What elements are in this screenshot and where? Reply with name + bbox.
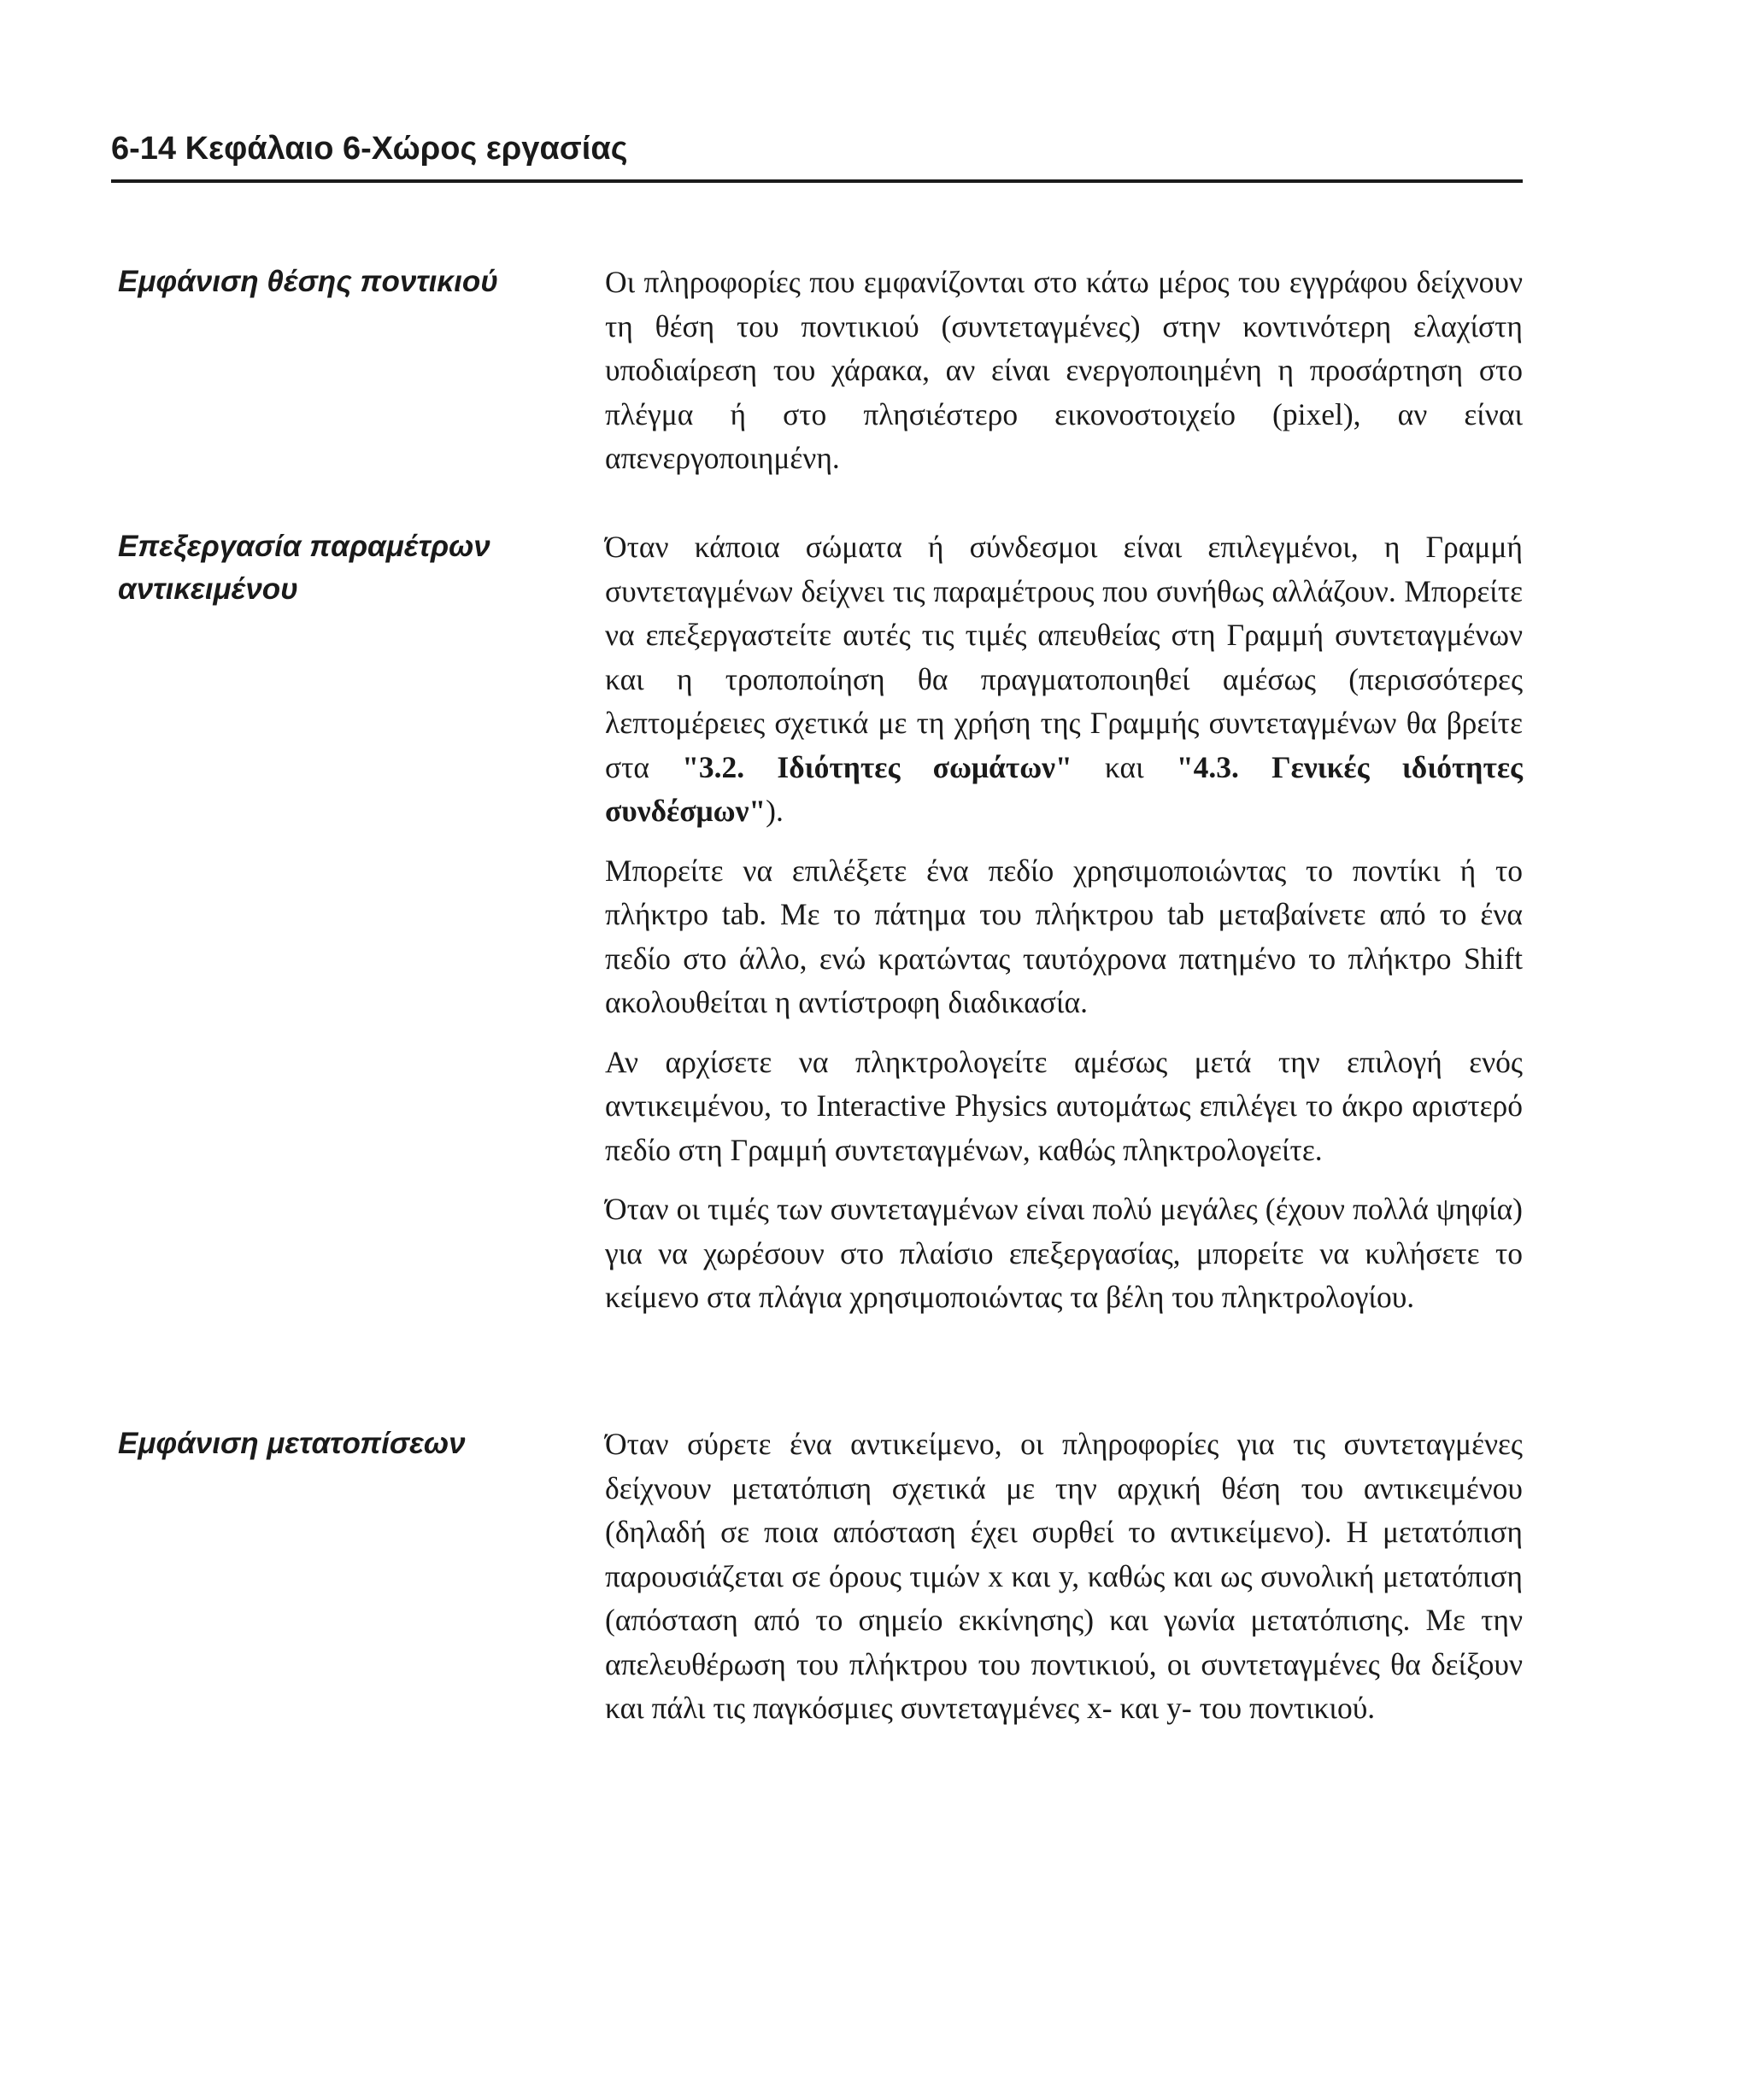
paragraph: Αν αρχίσετε να πληκτρολογείτε αμέσως μετά την επιλογή ενός αντικειμένου, το Interactive Physics αυτομάτως επιλέγει το άκρο αριστερό πεδίο στη Γραμμή συντεταγμένων, καθώς πληκτρολογείτε. — [605, 1044, 1523, 1167]
paragraph-text: Όταν κάποια σώματα ή σύνδεσμοι είναι επιλεγμένοι, η Γραμμή συντεταγμένων δείχνει τις παραμέτρους που συνήθως αλλάζουν. Μπορείτε να επεξεργαστείτε αυτές τις τιμές απευθείας στη Γραμμή συντεταγμένων και η τροποποίηση θα πραγματοποιηθεί αμέσως (περισσότερες λεπτομέρειες σχετικά με τη χρήση της Γραμμής συντεταγμένων θα βρείτε στα — [605, 530, 1523, 784]
section-description — [605, 261, 1523, 496]
paragraph: Όταν οι τιμές των συντεταγμένων είναι πολύ μεγάλες (έχουν πολλά ψηφία) για να χωρέσουν στο πλαίσιο επεξεργασίας, μπορείτε να κυλήσετε το κείμενο στα πλάγια χρησιμοποιώντας τα βέλη του πληκτρολογίου. — [605, 1192, 1523, 1314]
page-header — [111, 128, 1523, 183]
reference-joint-properties: "4.3. Γενικές ιδιότητες συνδέσμων" — [605, 749, 1523, 828]
paragraph: Οι πληροφορίες που εμφανίζονται στο κάτω μέρος του εγγράφου δείχνουν τη θέση του ποντικιού (συντεταγμένες) στην κοντινότερη ελαχίστη υποδιαίρεση του χάρακα, αν είναι ενεργοποιημένη η προσάρτηση στο πλέγμα ή στο πλησιέστερο εικονοστοιχείο (pixel), αν είναι απενεργοποιημένη. — [605, 265, 1523, 475]
paragraph: Μπορείτε να επιλέξετε ένα πεδίο χρησιμοποιώντας το ποντίκι ή το πλήκτρο tab. Με το πάτημα του πλήκτρου tab μεταβαίνετε από το ένα πεδίο στο άλλο, ενώ κρατώντας ταυτόχρονα πατημένο το πλήκτρο Shift ακολουθείται η αντίστροφη διαδικασία. — [605, 853, 1523, 1019]
section-term — [118, 525, 596, 611]
section-description — [605, 1422, 1523, 1746]
section-term: Εμφάνιση θέσης ποντικιού — [118, 265, 498, 298]
paragraph — [605, 525, 1523, 834]
section-term-line: αντικειμένου — [118, 572, 298, 606]
paragraph-text: και — [1072, 749, 1177, 784]
section-term-line: Επεξεργασία παραμέτρων — [118, 530, 490, 563]
section-description — [605, 525, 1523, 1335]
paragraph: Όταν σύρετε ένα αντικείμενο, οι πληροφορίες για τις συντεταγμένες δείχνουν μετατόπιση σχετικά με την αρχική θέση του αντικειμένου (δηλαδή σε ποια απόσταση έχει συρθεί το αντικείμενο). Η μετατόπιση παρουσιάζεται σε όρους τιμών x και y, καθώς και ως συνολική μετατόπιση (απόσταση από το σημείο εκκίνησης) και γωνία μετατόπισης. Με την απελευθέρωση του πλήκτρου του ποντικιού, οι συντεταγμένες θα δείξουν και πάλι τις παγκόσμιες συντεταγμένες x- και y- του ποντικιού. — [605, 1427, 1523, 1725]
page-title: 6-14 Κεφάλαιο 6-Χώρος εργασίας — [111, 131, 628, 167]
section-term: Εμφάνιση μετατοπίσεων — [118, 1427, 466, 1460]
paragraph-text: ). — [766, 794, 784, 828]
reference-body-properties: "3.2. Ιδιότητες σωμάτων" — [682, 749, 1072, 784]
